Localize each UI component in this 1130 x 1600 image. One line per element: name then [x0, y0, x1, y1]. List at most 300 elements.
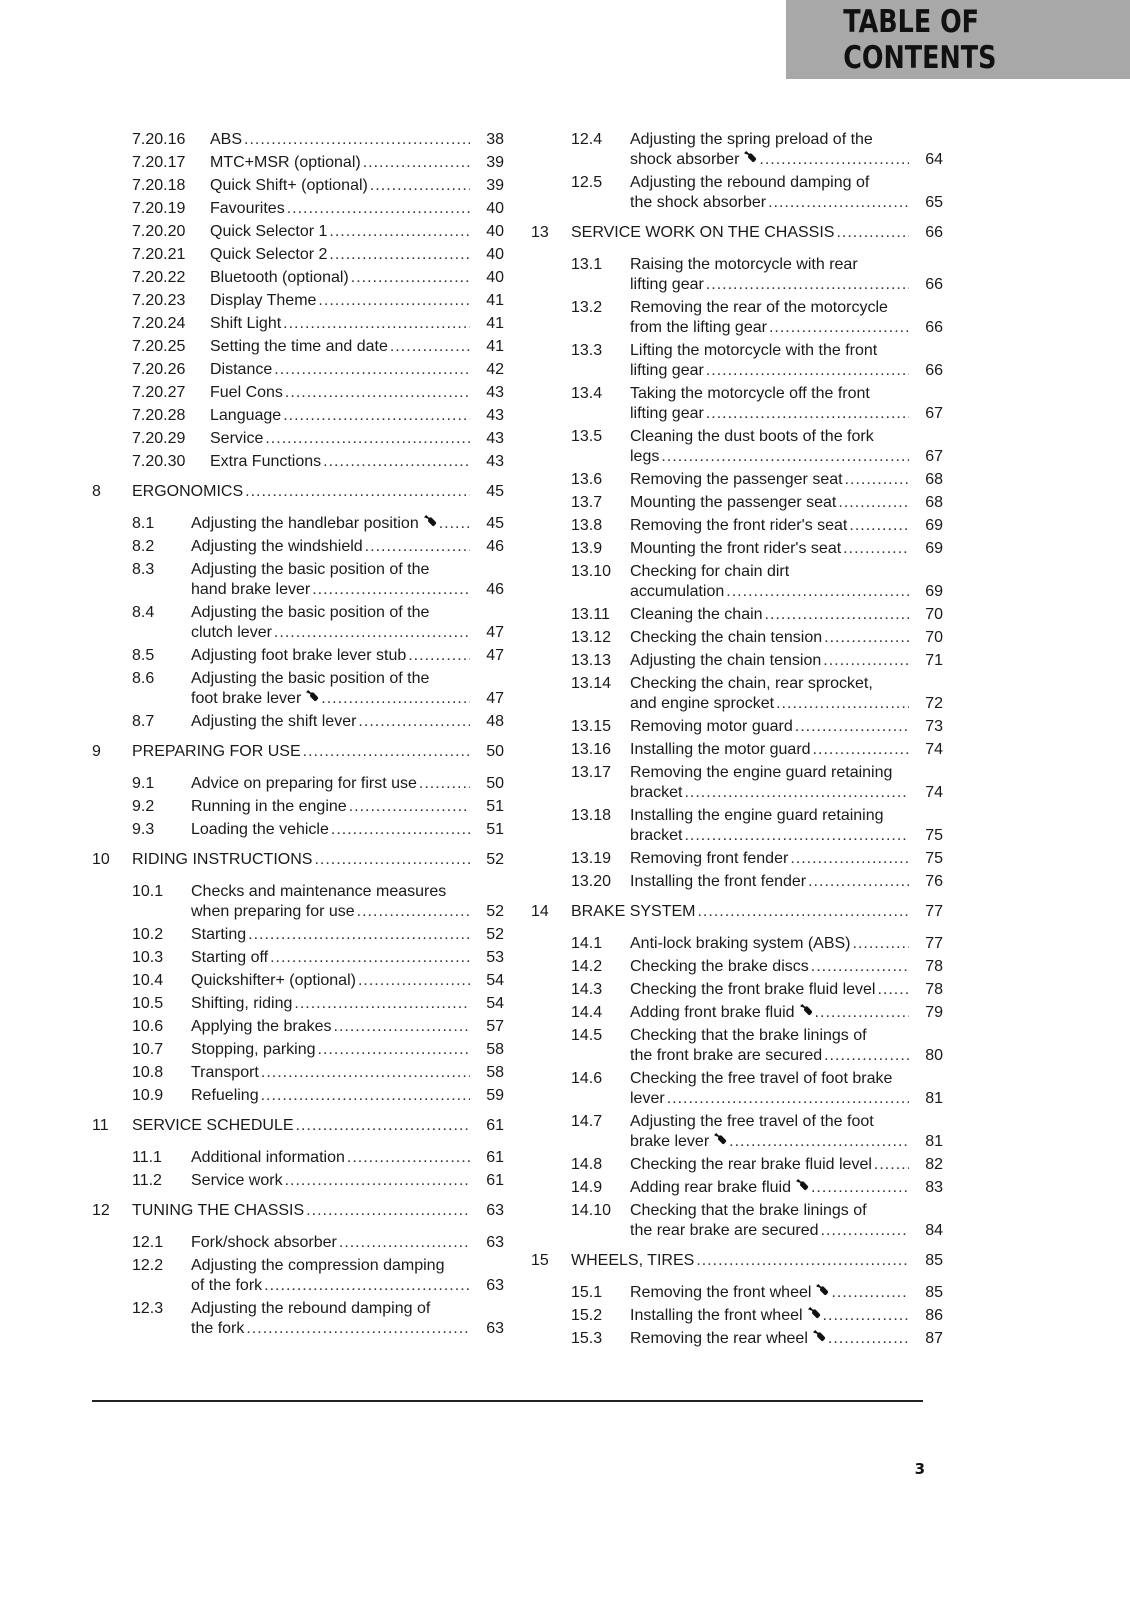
entry-number: 13.7: [571, 494, 603, 511]
dot-leader: [306, 1201, 470, 1221]
entry-number: 14.3: [571, 981, 603, 998]
entry-title: Removing the passenger seat: [630, 471, 843, 488]
entry-number: 13.18: [571, 807, 612, 824]
toc-entry[interactable]: [92, 1148, 504, 1168]
dot-leader: [285, 1171, 470, 1191]
entry-title-line1: Checking for chain dirt: [630, 563, 790, 580]
entry-page: 81: [925, 1133, 943, 1150]
entry-body: [132, 1201, 504, 1221]
entry-title-wrap: [191, 925, 470, 945]
toc-chapter-entry[interactable]: [531, 223, 943, 243]
toc-entry[interactable]: [531, 173, 943, 213]
entry-page: 59: [486, 1087, 504, 1104]
dot-leader: [283, 314, 470, 334]
entry-title: Adjusting the windshield: [191, 538, 363, 555]
dot-leader: [729, 1132, 909, 1152]
entry-title: Advice on preparing for first use: [191, 775, 417, 792]
entry-number: 8.7: [132, 713, 155, 730]
entry-title: bracket: [630, 784, 683, 801]
entry-body: [630, 516, 943, 536]
toc-entry[interactable]: [92, 291, 504, 311]
footer-divider: [92, 1400, 923, 1402]
entry-number: 7.20.18: [132, 177, 186, 194]
toc-entry[interactable]: [92, 383, 504, 403]
entry-page: 82: [925, 1156, 943, 1173]
entry-page: 63: [486, 1234, 504, 1251]
entry-title-wrap: [630, 1178, 909, 1198]
entry-page: 53: [486, 949, 504, 966]
entry-number: 7.20.27: [132, 384, 186, 401]
entry-number: 8.6: [132, 670, 155, 687]
entry-body: [210, 291, 504, 311]
toc-chapter-entry[interactable]: [531, 902, 943, 922]
entry-body: [191, 948, 504, 968]
entry-title-line1: Adjusting the compression damping: [191, 1257, 445, 1274]
entry-body: [630, 470, 943, 490]
toc-entry[interactable]: [92, 560, 504, 600]
entry-title-wrap: [132, 1201, 470, 1221]
dot-leader: [329, 222, 470, 242]
dot-leader: [261, 1086, 470, 1106]
entry-title: Favourites: [210, 200, 285, 217]
toc-entry[interactable]: [92, 603, 504, 643]
entry-page: 43: [486, 453, 504, 470]
entry-title: of the fork: [191, 1277, 263, 1294]
entry-number: 14.7: [571, 1113, 603, 1130]
entry-page: 72: [925, 695, 943, 712]
entry-body: [630, 1201, 943, 1241]
dot-leader: [274, 623, 470, 643]
entry-number: 13.9: [571, 540, 603, 557]
toc-entry[interactable]: [531, 427, 943, 467]
toc-entry[interactable]: [92, 820, 504, 840]
entry-title: ABS: [210, 131, 243, 148]
entry-body: [210, 452, 504, 472]
dot-leader: [261, 1063, 470, 1083]
toc-entry[interactable]: [531, 763, 943, 803]
entry-title-wrap: [630, 427, 943, 467]
toc-entry[interactable]: [92, 360, 504, 380]
entry-body: [191, 820, 504, 840]
entry-title-wrap: [210, 268, 470, 288]
entry-body: [630, 806, 943, 846]
entry-title-wrap: [191, 948, 470, 968]
entry-title-line2: [191, 580, 504, 600]
entry-body: [132, 1116, 504, 1136]
entry-title-line2: [191, 1319, 504, 1339]
toc-entry[interactable]: [92, 882, 504, 922]
entry-body: [191, 1233, 504, 1253]
entry-title-wrap: [630, 717, 909, 737]
entry-title-wrap: [210, 429, 470, 449]
toc-entry[interactable]: [531, 539, 943, 559]
entry-body: [191, 1148, 504, 1168]
entry-title: Language: [210, 407, 282, 424]
entry-page: 79: [925, 1004, 943, 1021]
entry-title-line2: [630, 582, 943, 602]
entry-title-line1: Checks and maintenance measures: [191, 883, 447, 900]
toc-entry[interactable]: [531, 1306, 943, 1326]
entry-title-wrap: [210, 406, 470, 426]
entry-page: 77: [925, 935, 943, 952]
toc-entry[interactable]: [531, 651, 943, 671]
entry-title: Checking the chain tension: [630, 629, 823, 646]
wrench-icon: [799, 1003, 813, 1023]
toc-entry[interactable]: [92, 199, 504, 219]
toc-entry[interactable]: [531, 1329, 943, 1349]
entry-title: Starting: [191, 926, 247, 943]
entry-number: 8.1: [132, 515, 155, 532]
entry-page: 43: [486, 430, 504, 447]
toc-entry[interactable]: [531, 806, 943, 846]
dot-leader: [808, 872, 909, 892]
entry-title: Checking the rear brake fluid level: [630, 1156, 872, 1173]
entry-page: 71: [925, 652, 943, 669]
entry-title-wrap: [630, 298, 943, 338]
entry-body: [210, 337, 504, 357]
entry-title-wrap: [210, 314, 470, 334]
entry-page: 77: [925, 903, 943, 920]
entry-number: 13.19: [571, 850, 612, 867]
entry-title-wrap: [132, 742, 470, 762]
toc-entry[interactable]: [531, 493, 943, 513]
toc-entry[interactable]: [531, 872, 943, 892]
entry-title: foot brake lever: [191, 690, 302, 707]
toc-chapter-entry[interactable]: [92, 1116, 504, 1136]
entry-page: 39: [486, 154, 504, 171]
toc-entry[interactable]: [92, 1171, 504, 1191]
entry-number: 8.2: [132, 538, 155, 555]
entry-title-wrap: [630, 740, 909, 760]
entry-page: 69: [925, 540, 943, 557]
toc-entry[interactable]: [531, 605, 943, 625]
entry-body: [630, 130, 943, 170]
toc-entry[interactable]: [92, 994, 504, 1014]
entry-page: 52: [486, 903, 504, 920]
dot-leader: [358, 712, 470, 732]
entry-page: 63: [486, 1202, 504, 1219]
entry-page: 84: [925, 1222, 943, 1239]
entry-body: [630, 493, 943, 513]
toc-entry[interactable]: [531, 1178, 943, 1198]
toc-entry[interactable]: [531, 298, 943, 338]
dot-leader: [244, 130, 470, 150]
entry-title-wrap: [630, 806, 943, 846]
dot-leader: [828, 1329, 909, 1349]
page-title: TABLE OF CONTENTS: [843, 3, 997, 76]
entry-number: 10.1: [132, 883, 164, 900]
toc-chapter-entry[interactable]: [92, 1201, 504, 1221]
entry-number: 7.20.28: [132, 407, 186, 424]
entry-title-wrap: [571, 1251, 909, 1271]
entry-body: [630, 539, 943, 559]
entry-body: [191, 514, 504, 534]
toc-entry[interactable]: [92, 452, 504, 472]
entry-number: 14.5: [571, 1027, 603, 1044]
toc-entry[interactable]: [92, 1233, 504, 1253]
toc-entry[interactable]: [92, 712, 504, 732]
toc-entry[interactable]: [92, 537, 504, 557]
entry-title-wrap: [191, 1148, 470, 1168]
entry-title-wrap: [191, 537, 470, 557]
dot-leader: [823, 1306, 909, 1326]
toc-entry[interactable]: [531, 674, 943, 714]
wrench-icon: [812, 1329, 826, 1349]
entry-title: WHEELS, TIRES: [571, 1252, 695, 1269]
entry-number: 7.20.20: [132, 223, 186, 240]
toc-chapter-entry[interactable]: [92, 850, 504, 870]
toc-entry[interactable]: [531, 1283, 943, 1303]
entry-title: brake lever: [630, 1133, 710, 1150]
entry-title: Installing the motor guard: [630, 741, 811, 758]
entry-number: 11.1: [132, 1149, 162, 1166]
toc-entry[interactable]: [92, 268, 504, 288]
toc-entry[interactable]: [531, 1026, 943, 1066]
toc-entry[interactable]: [531, 130, 943, 170]
toc-entry[interactable]: [531, 341, 943, 381]
toc-entry[interactable]: [531, 957, 943, 977]
entry-title-line1: Removing the engine guard retaining: [630, 764, 893, 781]
toc-entry[interactable]: [92, 314, 504, 334]
entry-title: Adjusting foot brake lever stub: [191, 647, 407, 664]
entry-number: 15.3: [571, 1330, 603, 1347]
toc-chapter-entry[interactable]: [531, 1251, 943, 1271]
toc-entry[interactable]: [92, 1063, 504, 1083]
toc-chapter-entry[interactable]: [92, 742, 504, 762]
entry-title: Removing the front wheel: [630, 1284, 812, 1301]
entry-title-line1: Adjusting the free travel of the foot: [630, 1113, 874, 1130]
entry-title-wrap: [210, 199, 470, 219]
dot-leader: [265, 429, 470, 449]
toc-entry[interactable]: [92, 669, 504, 709]
entry-title: Applying the brakes: [191, 1018, 332, 1035]
toc-entry[interactable]: [531, 562, 943, 602]
toc-entry[interactable]: [92, 948, 504, 968]
dot-leader: [264, 1276, 470, 1296]
entry-body: [210, 314, 504, 334]
entry-body: [191, 537, 504, 557]
entry-title: Removing motor guard: [630, 718, 793, 735]
entry-body: [630, 717, 943, 737]
toc-entry[interactable]: [92, 797, 504, 817]
entry-page: 51: [486, 821, 504, 838]
page-number: 3: [914, 1460, 925, 1478]
toc-entry[interactable]: [92, 1256, 504, 1296]
dot-leader: [874, 1155, 909, 1175]
entry-page: 85: [925, 1284, 943, 1301]
entry-number: 13.12: [571, 629, 612, 646]
entry-title: Refueling: [191, 1087, 259, 1104]
toc-entry[interactable]: [92, 1299, 504, 1339]
entry-body: [630, 957, 943, 977]
entry-title-line2: [191, 689, 504, 709]
entry-page: 61: [486, 1149, 504, 1166]
toc-entry[interactable]: [92, 406, 504, 426]
toc-entry[interactable]: [92, 1017, 504, 1037]
dot-leader: [329, 245, 470, 265]
entry-body: [630, 1026, 943, 1066]
entry-page: 66: [925, 224, 943, 241]
entry-title: Quick Shift+ (optional): [210, 177, 368, 194]
entry-title-wrap: [571, 223, 909, 243]
entry-page: 54: [486, 972, 504, 989]
toc-entry[interactable]: [531, 1112, 943, 1152]
toc-entry[interactable]: [92, 514, 504, 534]
dot-leader: [419, 774, 470, 794]
toc-entry[interactable]: [531, 934, 943, 954]
toc-entry[interactable]: [92, 1040, 504, 1060]
toc-entry[interactable]: [531, 1155, 943, 1175]
entry-body: [210, 268, 504, 288]
entry-title: accumulation: [630, 583, 725, 600]
toc-entry[interactable]: [531, 516, 943, 536]
dot-leader: [321, 689, 470, 709]
entry-body: [630, 651, 943, 671]
entry-title-wrap: [210, 222, 470, 242]
entry-body: [210, 222, 504, 242]
entry-title-line1: Adjusting the basic position of the: [191, 561, 430, 578]
dot-leader: [270, 948, 470, 968]
header-banner: [786, 0, 1130, 79]
entry-title-wrap: [191, 1233, 470, 1253]
dot-leader: [838, 493, 909, 513]
entry-page: 86: [925, 1307, 943, 1324]
entry-body: [191, 797, 504, 817]
dot-leader: [836, 223, 909, 243]
toc-entry[interactable]: [92, 337, 504, 357]
entry-number: 8.4: [132, 604, 155, 621]
entry-title-wrap: [630, 384, 943, 424]
dot-leader: [667, 1089, 909, 1109]
dot-leader: [877, 980, 909, 1000]
entry-body: [191, 925, 504, 945]
toc-entry[interactable]: [531, 980, 943, 1000]
entry-body: [630, 763, 943, 803]
entry-page: 67: [925, 405, 943, 422]
entry-page: 69: [925, 583, 943, 600]
entry-title-wrap: [132, 482, 470, 502]
entry-title-wrap: [630, 173, 943, 213]
entry-title: Quick Selector 2: [210, 246, 328, 263]
entry-page: 40: [486, 200, 504, 217]
entry-title-wrap: [630, 849, 909, 869]
entry-title-wrap: [210, 130, 470, 150]
toc-entry[interactable]: [531, 740, 943, 760]
toc-entry[interactable]: [92, 176, 504, 196]
entry-title-line1: Adjusting the rebound damping of: [630, 174, 870, 191]
toc-entry[interactable]: [531, 1069, 943, 1109]
toc-entry[interactable]: [92, 646, 504, 666]
entry-page: 66: [925, 276, 943, 293]
entry-title-wrap: [191, 1171, 470, 1191]
dot-leader: [312, 580, 470, 600]
entry-number: 9.3: [132, 821, 155, 838]
entry-body: [191, 603, 504, 643]
entry-number: 11: [92, 1117, 109, 1134]
entry-title: SERVICE WORK ON THE CHASSIS: [571, 224, 835, 241]
entry-number: 13.15: [571, 718, 612, 735]
entry-page: 70: [925, 629, 943, 646]
entry-page: 42: [486, 361, 504, 378]
toc-entry[interactable]: [92, 429, 504, 449]
entry-page: 43: [486, 384, 504, 401]
entry-page: 48: [486, 713, 504, 730]
toc-entry[interactable]: [531, 1003, 943, 1023]
entry-page: 47: [486, 624, 504, 641]
entry-page: 40: [486, 269, 504, 286]
entry-number: 13.17: [571, 764, 612, 781]
dot-leader: [274, 360, 470, 380]
toc-entry[interactable]: [92, 245, 504, 265]
toc-entry[interactable]: [92, 774, 504, 794]
entry-body: [191, 669, 504, 709]
toc-entry[interactable]: [531, 255, 943, 295]
entry-title-line1: Lifting the motorcycle with the front: [630, 342, 878, 359]
entry-body: [210, 360, 504, 380]
entry-number: 10: [92, 851, 110, 868]
entry-body: [630, 605, 943, 625]
entry-title: Service work: [191, 1172, 283, 1189]
toc-entry[interactable]: [92, 1086, 504, 1106]
entry-title-wrap: [571, 902, 909, 922]
toc-entry[interactable]: [92, 153, 504, 173]
toc-entry[interactable]: [531, 849, 943, 869]
entry-page: 70: [925, 606, 943, 623]
entry-title-wrap: [630, 130, 943, 170]
toc-entry[interactable]: [531, 1201, 943, 1241]
entry-page: 46: [486, 581, 504, 598]
toc-entry[interactable]: [531, 717, 943, 737]
toc-entry[interactable]: [92, 222, 504, 242]
toc-chapter-entry[interactable]: [92, 482, 504, 502]
entry-title-wrap: [210, 360, 470, 380]
entry-number: 13.5: [571, 428, 603, 445]
entry-title: lifting gear: [630, 362, 704, 379]
entry-title-wrap: [191, 1063, 470, 1083]
entry-title-wrap: [132, 1116, 470, 1136]
entry-title: Running in the engine: [191, 798, 347, 815]
toc-entry[interactable]: [92, 130, 504, 150]
entry-title-wrap: [630, 957, 909, 977]
entry-number: 8: [92, 483, 101, 500]
entry-body: [191, 646, 504, 666]
toc-entry[interactable]: [92, 971, 504, 991]
entry-body: [571, 1251, 943, 1271]
entry-number: 7.20.17: [132, 154, 186, 171]
entry-title: Shift Light: [210, 315, 282, 332]
toc-entry[interactable]: [531, 628, 943, 648]
entry-title: Stopping, parking: [191, 1041, 316, 1058]
entry-page: 75: [925, 827, 943, 844]
entry-title-line2: [630, 447, 943, 467]
entry-title: Quickshifter+ (optional): [191, 972, 356, 989]
dot-leader: [823, 651, 909, 671]
entry-title: Distance: [210, 361, 273, 378]
entry-title: Quick Selector 1: [210, 223, 328, 240]
entry-title-line1: Adjusting the rebound damping of: [191, 1300, 431, 1317]
toc-entry[interactable]: [531, 470, 943, 490]
toc-entry[interactable]: [531, 384, 943, 424]
dot-leader: [853, 934, 909, 954]
entry-title: Additional information: [191, 1149, 345, 1166]
entry-title: Checking the front brake fluid level: [630, 981, 876, 998]
toc-entry[interactable]: [92, 925, 504, 945]
entry-number: 13.1: [571, 256, 603, 273]
dot-leader: [351, 268, 470, 288]
dot-leader: [347, 1148, 470, 1168]
entry-title: Starting off: [191, 949, 269, 966]
entry-number: 8.3: [132, 561, 155, 578]
